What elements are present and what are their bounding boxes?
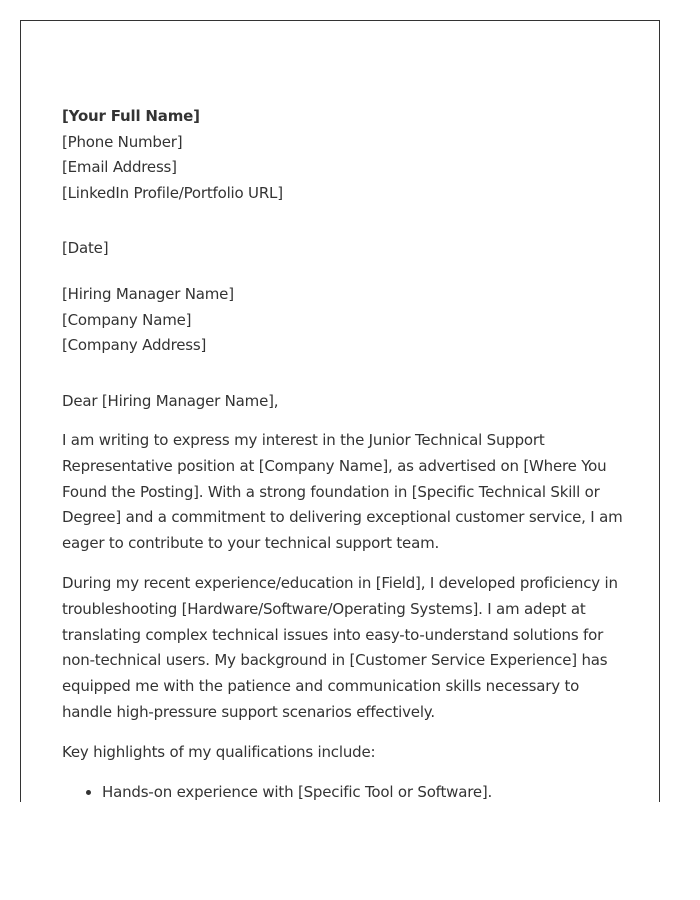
recipient-manager: [Hiring Manager Name] [62, 285, 234, 303]
spacer [62, 414, 628, 428]
letter-date: [Date] [62, 239, 109, 257]
spacer [62, 359, 628, 389]
paragraph-experience: During my recent experience/education in [Field], I developed proficiency in troubleshooting [Hardware/Software/Operating Systems]. I am adept at translating complex technical issues into easy-to-understand solutions for non-technical users. My background in [Customer Service Experience] has equipped me with the patience and communication skills necessary to handle high-pressure support scenarios effectively. [62, 573, 618, 721]
spacer [62, 262, 628, 283]
greeting: Dear [Hiring Manager Name], [62, 391, 279, 410]
sender-email: [Email Address] [62, 158, 177, 176]
recipient-address: [Company Address] [62, 336, 207, 354]
spacer [62, 726, 628, 740]
sender-phone: [Phone Number] [62, 132, 183, 151]
highlights-list [62, 780, 628, 802]
spacer [62, 206, 628, 236]
letter-page [20, 20, 660, 802]
paragraph-highlights-intro: Key highlights of my qualifications include: [62, 742, 376, 761]
recipient-company: [Company Name] [62, 310, 192, 329]
sender-linkedin: [LinkedIn Profile/Portfolio URL] [62, 183, 283, 202]
spacer [62, 557, 628, 571]
sender-name: [Your Full Name] [62, 107, 200, 125]
paragraph-intro: I am writing to express my interest in the Junior Technical Support Representative position at [Company Name], as advertised on [Where You Found the Posting]. With a strong foundation in [Specific Technical Skill or Degree] and a commitment to delivering exceptional customer service, I am eager to contribute to your technical support team. [62, 431, 623, 553]
list-item: • Hands-on experience with [Specific Tool or Software]. [102, 780, 628, 802]
letter-body [62, 104, 628, 802]
